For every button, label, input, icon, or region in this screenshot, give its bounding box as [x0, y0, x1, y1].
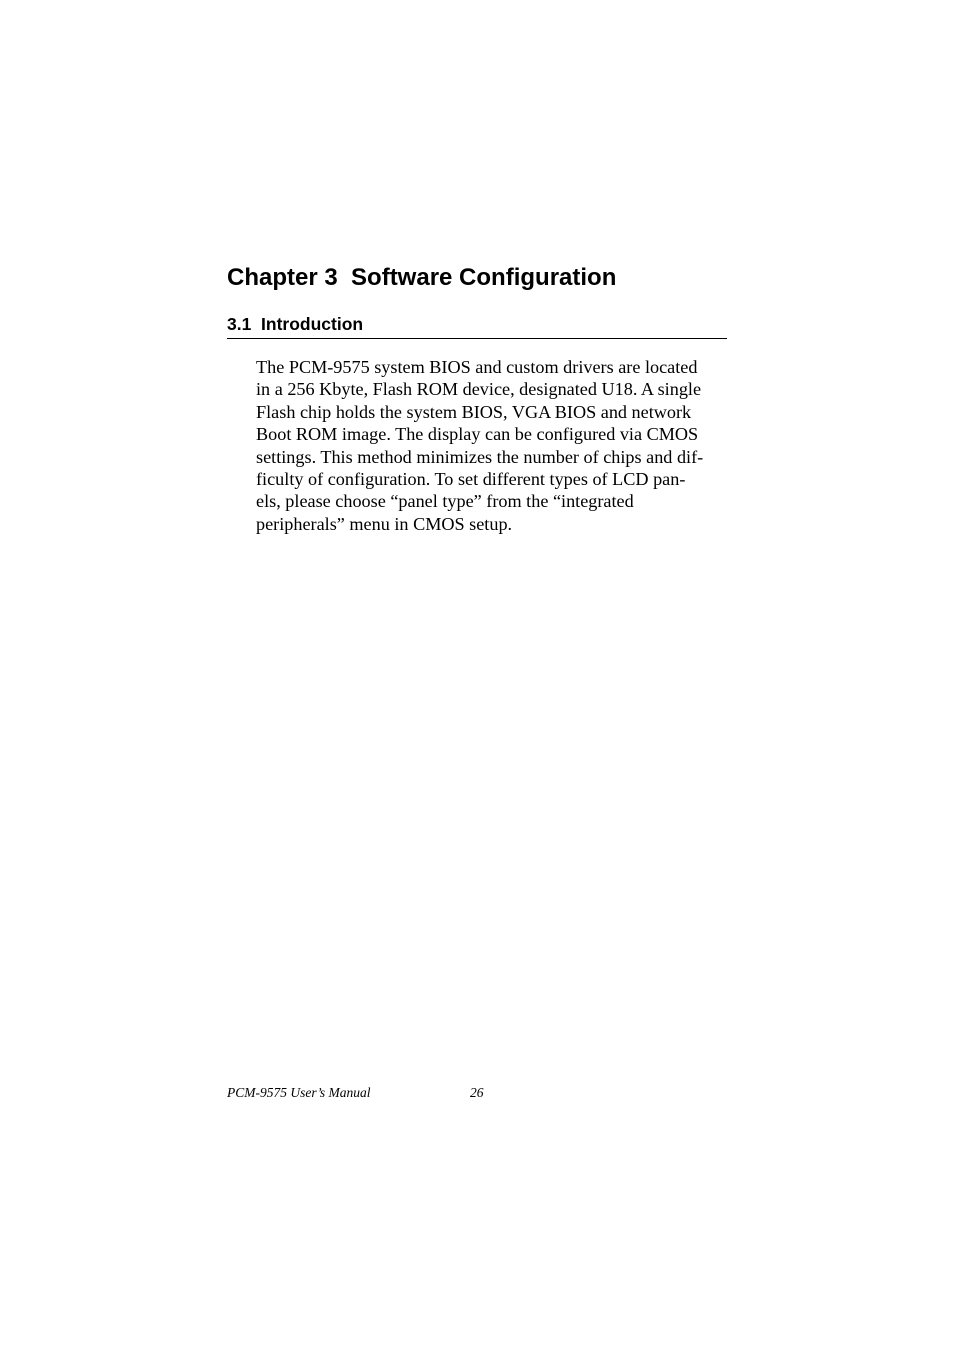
chapter-title: Chapter 3 Software Configuration	[227, 264, 617, 291]
paragraph-line: in a 256 Kbyte, Flash ROM device, designated U18. A single	[256, 379, 702, 400]
section-divider	[227, 338, 727, 339]
paragraph-line: settings. This method minimizes the number of chips and dif-	[256, 446, 704, 467]
paragraph-line: The PCM-9575 system BIOS and custom drivers are located	[256, 357, 698, 377]
section-title: 3.1 Introduction	[227, 314, 364, 334]
paragraph-line: Boot ROM image. The display can be configured via CMOS	[256, 424, 699, 445]
paragraph-line: Flash chip holds the system BIOS, VGA BIOS and network	[256, 401, 692, 422]
introduction-paragraph	[256, 356, 736, 535]
paragraph-line: peripherals” menu in CMOS setup.	[256, 513, 513, 534]
paragraph-line: els, please choose “panel type” from the “integrated	[256, 491, 634, 512]
paragraph-line: ficulty of configuration. To set different types of LCD pan-	[256, 469, 686, 490]
footer-page-number: 26	[470, 1085, 484, 1100]
footer-manual-title: PCM-9575 User’s Manual	[227, 1085, 371, 1100]
